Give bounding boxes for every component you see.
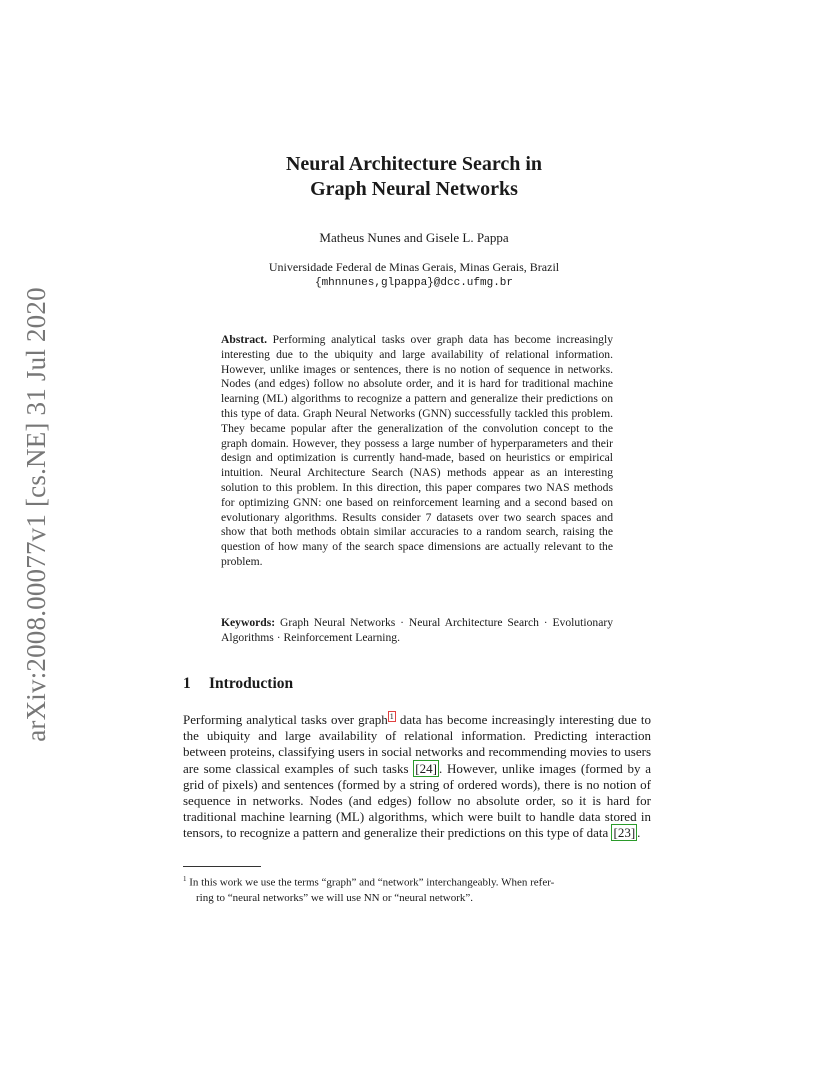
title-line-1: Neural Architecture Search in [285,153,543,175]
citation-link-24[interactable]: [24] [415,760,437,776]
footnote-text-line-1: In this work we use the terms “graph” and “network” interchangeably. When refer- [189,876,555,889]
paper-title [100,152,728,202]
footnote-number: 1 [183,875,187,883]
affiliation-block [100,259,728,291]
footnote-line-1 [183,872,651,891]
section-heading-introduction [183,675,293,693]
arxiv-identifier: arXiv:2008.00077v1 [cs.NE] 31 Jul 2020 [20,286,51,742]
abstract-label: Abstract. [221,333,268,346]
section-title: Introduction [209,675,294,692]
keywords-text: Graph Neural Networks · Neural Architecture Search · Evolutionary Algorithms · Reinforcement Learning. [221,616,613,644]
footnote-divider [183,866,261,867]
author-list: Matheus Nunes and Gisele L. Pappa [319,230,509,245]
footnote-line-2: ring to “neural networks” we will use NN or “neural network”. [196,891,474,904]
introduction-paragraph [183,712,651,842]
body-text-part-4: . [637,825,641,841]
footnote-1 [183,872,651,906]
footnote-reference-link[interactable]: 1 [389,711,394,721]
keywords-label: Keywords: [221,616,276,629]
abstract-text: Performing analytical tasks over graph data has become increasingly interesting due to the ubiquity and large availability of relational information. However, unlike images or sentences, there is no notion of sequence in networks. Nodes (and edges) follow no absolute order, and it is hard for traditional machine learning (ML) algorithms to recognize a pattern and generalize their predictions on this type of data. Graph Neural Networks (GNN) successfully tackled this problem. They became popular after the generalization of the convolution concept to the graph domain. However, they possess a large number of hyperparameters and their design and optimization is currently hand-made, based on heuristics or empirical intuition. Neural Architecture Search (NAS) methods appear as an interesting solution to this problem. In this direction, this paper compares two NAS methods for optimizing GNN: one based on reinforcement learning and a second based on evolutionary algorithms. Results consider 7 datasets over two search spaces and show that both methods obtain similar accuracies to a random search, raising the question of how many of the search space dimensions are actually relevant to the problem. [221,333,613,568]
introduction-body [183,712,651,842]
body-text-part-3: . However, unlike images (formed by a grid of pixels) and sentences (formed by a string of ordered words), there is no notion of sequence in networks. Nodes (and edges) follow no absolute order, so it is hard for traditional machine learning (ML) algorithms, which were built to handle data stored in tensors, to recognize a pattern and generalize their predictions on this type of data [183,760,651,841]
body-text-part-2: data has become increasingly interesting due to the ubiquity and large availability of relational information. Predicting interaction between proteins, classifying users in social networks and recommending movies to users are some classical examples of such tasks [183,712,651,776]
affiliation-text: Universidade Federal de Minas Gerais, Minas Gerais, Brazil [268,260,560,274]
abstract-section [221,333,613,570]
body-text-part-1: Performing analytical tasks over graph [183,712,388,727]
abstract-paragraph [221,333,613,570]
title-line-2: Graph Neural Networks [310,178,518,200]
section-number: 1 [183,675,191,692]
arxiv-sidebar-stamp [0,286,72,742]
keywords-section [221,615,613,645]
author-email: {mhnnunes,glpappa}@dcc.ufmg.br [314,277,514,289]
keywords-paragraph [221,615,613,645]
citation-link-23[interactable]: [23] [613,825,636,841]
